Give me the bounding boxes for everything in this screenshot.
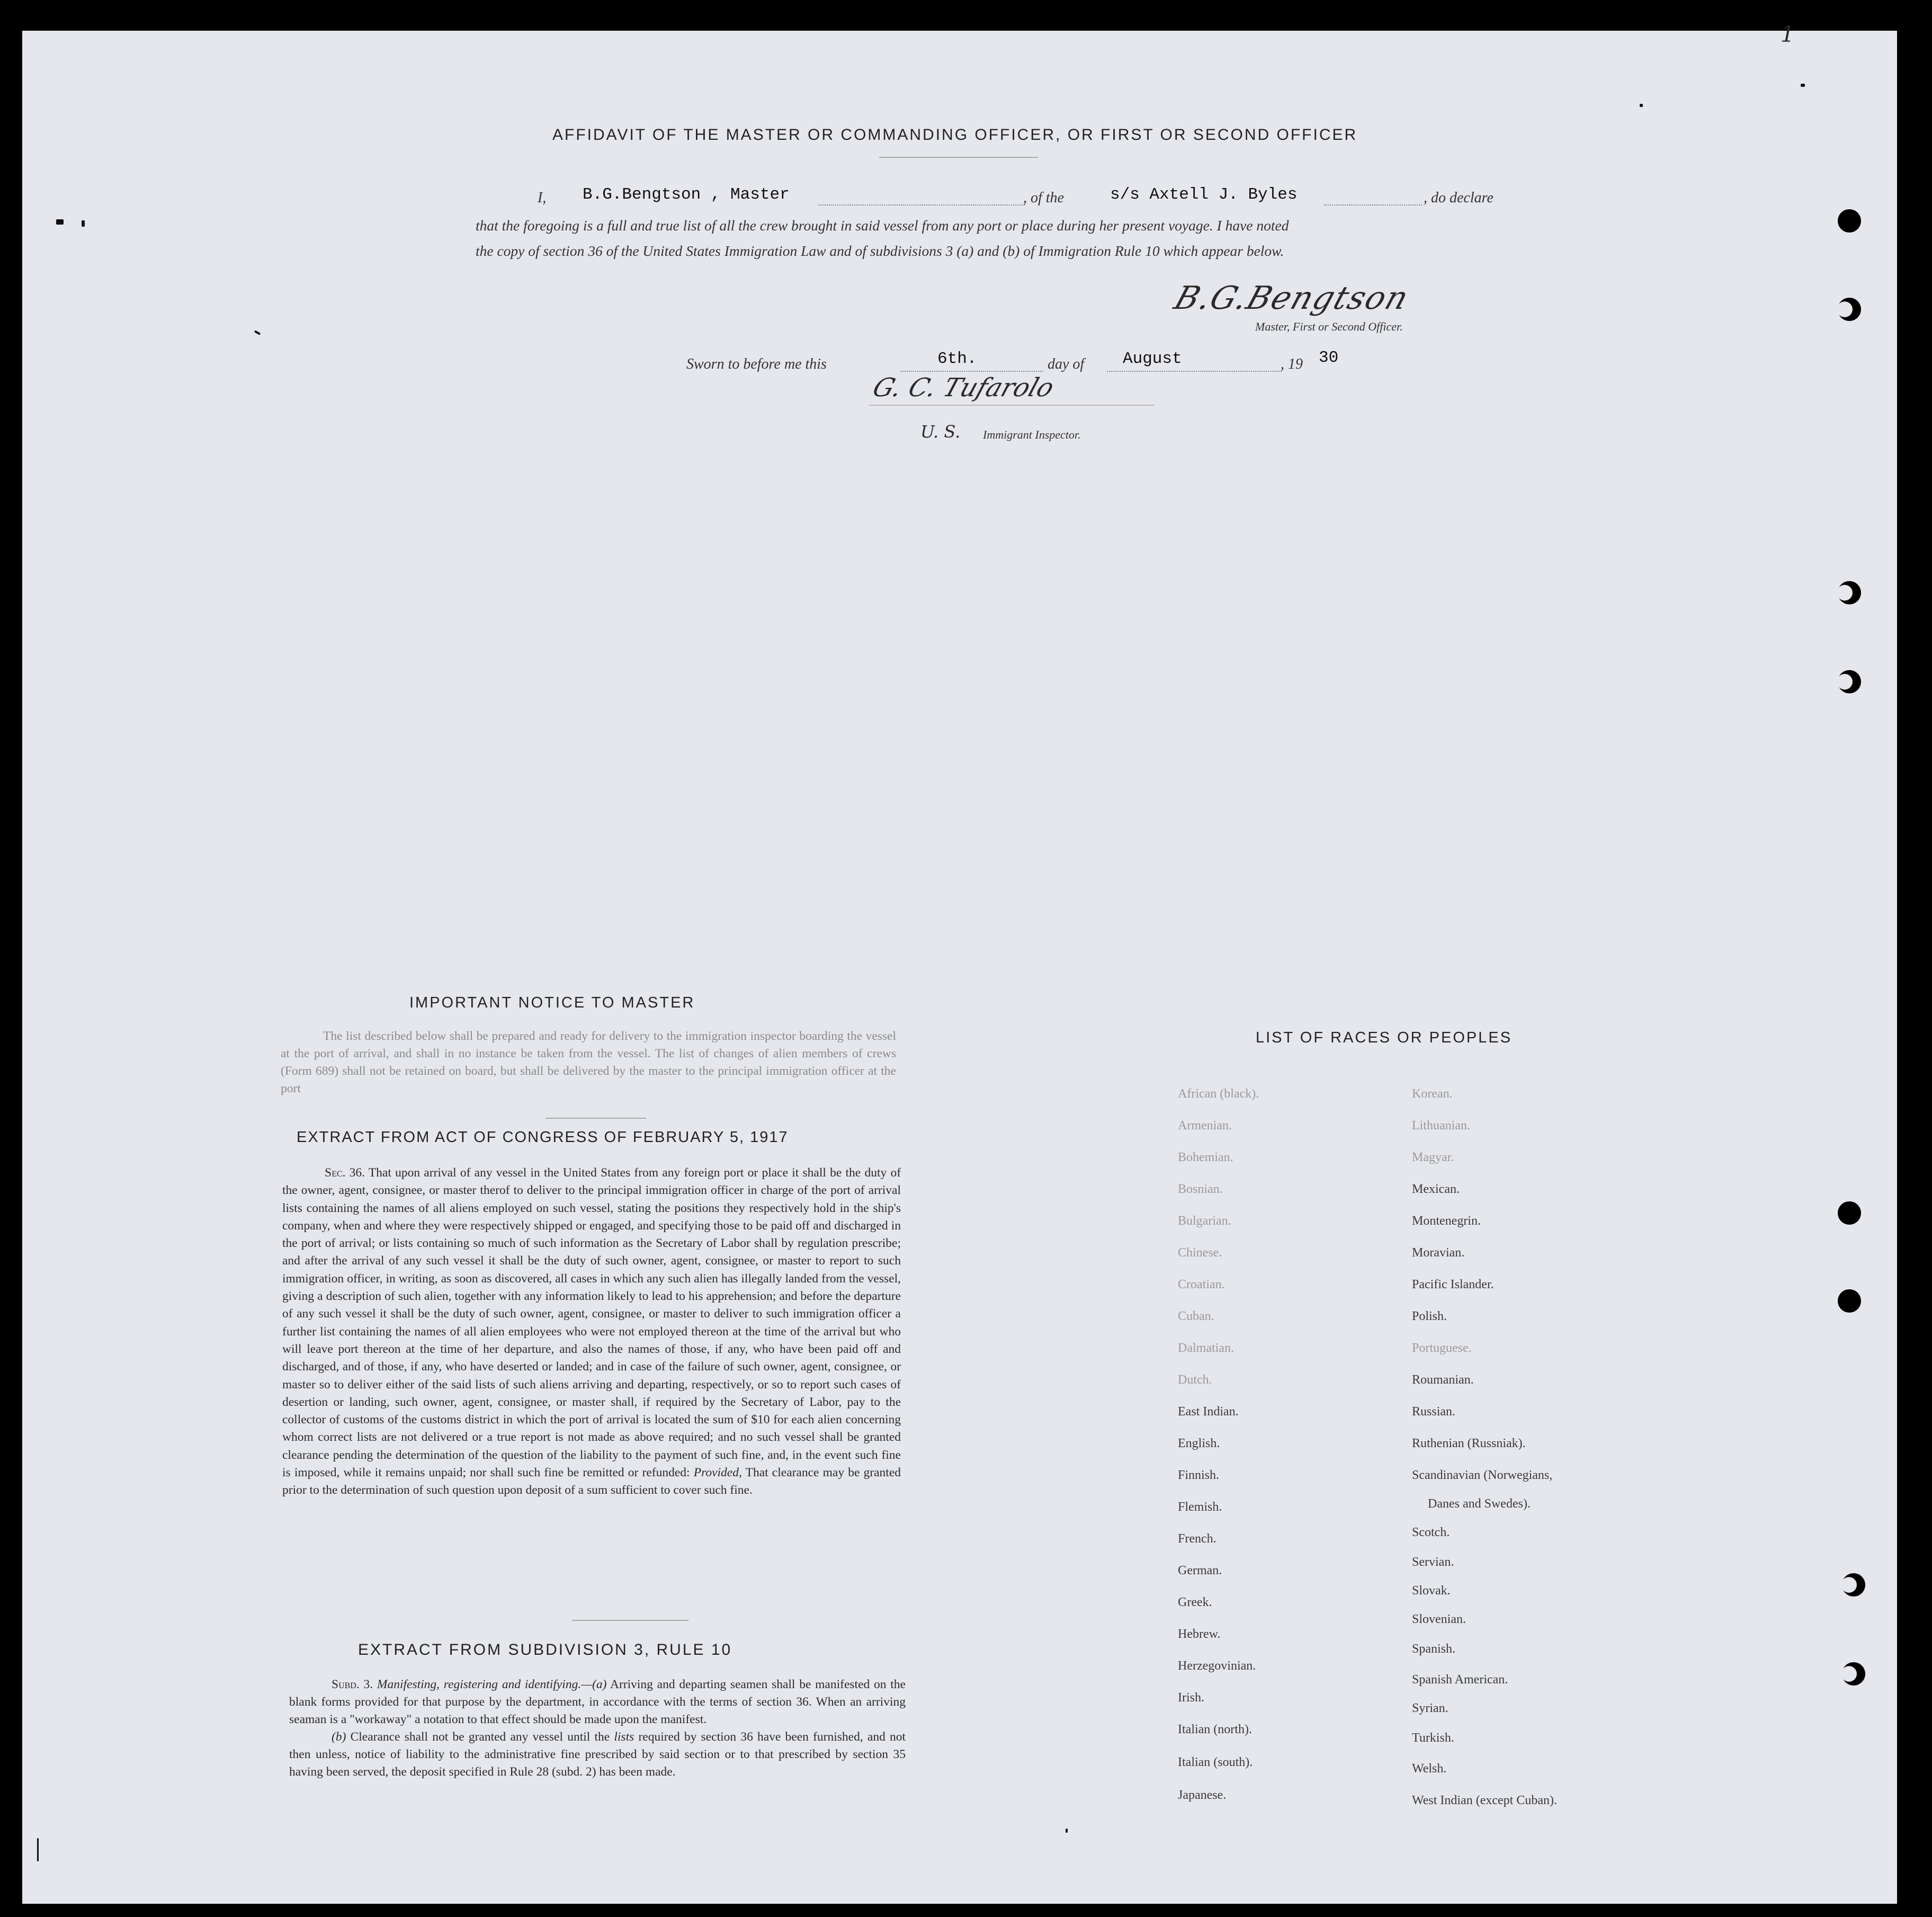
inspector-signature: G. C. Tufarolo — [869, 373, 1058, 403]
subd-title: Manifesting, registering and identifying.—(a) — [377, 1678, 607, 1691]
race-item: Danes and Swedes). — [1428, 1497, 1531, 1511]
rule-extract-heading: EXTRACT FROM SUBDIVISION 3, RULE 10 — [358, 1641, 732, 1659]
race-item: Bulgarian. — [1178, 1214, 1231, 1228]
race-item: French. — [1178, 1532, 1217, 1546]
binder-hole — [1838, 298, 1861, 321]
speck — [1640, 104, 1643, 107]
master-caption: Master, First or Second Officer. — [1255, 320, 1403, 333]
day-of-label: day of — [1048, 356, 1085, 372]
inspector-caption: Immigrant Inspector. — [983, 428, 1081, 441]
binder-hole — [1838, 209, 1861, 233]
race-item: West Indian (except Cuban). — [1412, 1794, 1557, 1807]
race-item: Magyar. — [1412, 1151, 1454, 1164]
race-item: Croatian. — [1178, 1278, 1225, 1291]
race-item: Russian. — [1412, 1405, 1456, 1419]
race-item: Irish. — [1178, 1691, 1204, 1705]
race-item: Cuban. — [1178, 1309, 1214, 1323]
race-item: Welsh. — [1412, 1762, 1447, 1776]
of-the-label: , of the — [1023, 190, 1064, 206]
para-b-start: Clearance shall not be granted any vessel until the — [350, 1730, 610, 1744]
notice-rule — [545, 1118, 646, 1119]
binder-hole — [1838, 670, 1861, 693]
do-declare-label: , do declare — [1424, 190, 1493, 206]
race-item: Flemish. — [1178, 1500, 1222, 1514]
race-item: Turkish. — [1412, 1731, 1454, 1745]
rule-extract-text — [289, 1676, 906, 1781]
title-rule — [879, 157, 1038, 158]
name-fill-line — [818, 204, 1025, 206]
i-label: I, — [538, 190, 547, 206]
race-item: Hebrew. — [1178, 1627, 1221, 1641]
affidavit-body-line-1: that the foregoing is a full and true list of all the crew brought in said vessel from any port or place during her present voyage. I have noted — [476, 217, 1289, 234]
race-item: Dutch. — [1178, 1373, 1212, 1387]
race-item: East Indian. — [1178, 1405, 1239, 1419]
notice-paragraph: The list described below shall be prepared and ready for delivery to the immigration inspector boarding the vessel at the port of arrival, and shall in no instance be taken from the vessel. The list of changes of alien members of crews (Form 689) shall not be retained on board, but shall be delivered by the master to the principal immigration officer at the port — [281, 1029, 896, 1095]
subd-label: Subd. 3. — [332, 1678, 373, 1691]
race-item: Lithuanian. — [1412, 1119, 1470, 1133]
race-item: African (black). — [1178, 1087, 1259, 1101]
race-item: Moravian. — [1412, 1246, 1465, 1260]
speck — [56, 219, 64, 225]
speck — [37, 1838, 39, 1861]
para-b-lists: lists — [614, 1730, 634, 1744]
race-item: Japanese. — [1178, 1788, 1227, 1802]
month-fill-line — [1107, 371, 1282, 372]
race-item: Scotch. — [1412, 1526, 1450, 1539]
race-item: Roumanian. — [1412, 1373, 1474, 1387]
master-name-field: B.G.Bengtson , Master — [583, 185, 790, 204]
affidavit-body-line-2: the copy of section 36 of the United States Immigration Law and of subdivisions 3 (a) and (b) of Immigration Rule 10 which appear below. — [476, 243, 1284, 259]
race-item: Bosnian. — [1178, 1182, 1223, 1196]
day-fill-line — [900, 371, 1043, 372]
race-item: Slovak. — [1412, 1584, 1451, 1598]
notice-heading: IMPORTANT NOTICE TO MASTER — [409, 994, 695, 1011]
rule-para-a — [289, 1676, 906, 1728]
notice-text — [281, 1028, 896, 1098]
speck — [1066, 1829, 1068, 1833]
year-prefix: , 19 — [1281, 356, 1303, 372]
corner-mark: 1 — [1781, 21, 1795, 47]
vessel-name-field: s/s Axtell J. Byles — [1110, 185, 1298, 204]
para-b-rest: required by section 36 have been furnished, and not then unless, notice of liability to the administrative fine prescribed by said section or to that prescribed by section 35 having been served, the deposit specified in Rule 28 (subd. 2) has been made. — [289, 1730, 906, 1779]
vessel-fill-line — [1324, 204, 1422, 206]
sworn-label: Sworn to before me this — [686, 356, 827, 372]
race-item: German. — [1178, 1564, 1222, 1577]
act-paragraph — [282, 1164, 901, 1500]
race-item: Slovenian. — [1412, 1612, 1466, 1626]
para-b-label: (b) — [332, 1730, 346, 1744]
race-item: Herzegovinian. — [1178, 1659, 1256, 1673]
sworn-month: August — [1123, 350, 1182, 368]
binder-hole — [1838, 581, 1861, 604]
race-item: Polish. — [1412, 1309, 1447, 1323]
race-item: Korean. — [1412, 1087, 1453, 1101]
act-rule — [572, 1620, 688, 1621]
provided-label: Provided, — [693, 1466, 742, 1480]
year-suffix: 30 — [1319, 349, 1339, 367]
binder-hole — [1838, 1289, 1861, 1313]
race-item: Spanish. — [1412, 1642, 1456, 1656]
race-item: Servian. — [1412, 1555, 1454, 1569]
para-a-text: Arriving and departing seamen shall be manifested on the blank forms provided for that purpose by the department, in accordance with the terms of section 36. When an arriving seaman is a "workaway" a notation to that effect should be made upon the manifest. — [289, 1678, 906, 1726]
races-heading: LIST OF RACES OR PEOPLES — [1256, 1029, 1513, 1046]
rule-para-b — [289, 1728, 906, 1781]
master-signature: B.G.Bengtson — [1169, 280, 1414, 317]
race-item: Pacific Islander. — [1412, 1278, 1494, 1291]
sec-label: Sec. 36. — [325, 1166, 365, 1180]
sworn-day: 6th. — [937, 350, 977, 368]
race-item: Bohemian. — [1178, 1151, 1233, 1164]
race-item: Italian (north). — [1178, 1723, 1252, 1736]
race-item: Portuguese. — [1412, 1341, 1472, 1355]
speck — [82, 220, 85, 227]
document-page — [22, 31, 1897, 1904]
inspector-fill-line — [869, 405, 1155, 406]
race-item: Armenian. — [1178, 1119, 1232, 1133]
race-item: Syrian. — [1412, 1701, 1448, 1715]
act-extract-heading: EXTRACT FROM ACT OF CONGRESS OF FEBRUARY 5, 1917 — [297, 1129, 789, 1146]
race-item: Italian (south). — [1178, 1755, 1253, 1769]
binder-hole — [1842, 1662, 1865, 1686]
speck — [1801, 84, 1805, 87]
affidavit-title: AFFIDAVIT OF THE MASTER OR COMMANDING OFFICER, OR FIRST OR SECOND OFFICER — [552, 126, 1358, 144]
inspector-prefix: U. S. — [920, 422, 961, 442]
race-item: Spanish American. — [1412, 1673, 1508, 1687]
act-body-end: That clearance may be granted prior to the determination of such question upon deposit of a sum sufficient to cover such fine. — [282, 1466, 901, 1497]
race-item: Greek. — [1178, 1595, 1212, 1609]
race-item: Chinese. — [1178, 1246, 1222, 1260]
race-item: Ruthenian (Russniak). — [1412, 1437, 1526, 1450]
race-item: Mexican. — [1412, 1182, 1460, 1196]
race-item: English. — [1178, 1437, 1220, 1450]
race-item: Scandinavian (Norwegians, — [1412, 1468, 1553, 1482]
binder-hole — [1842, 1573, 1865, 1597]
race-item: Montenegrin. — [1412, 1214, 1481, 1228]
act-extract-text — [282, 1164, 901, 1500]
act-body: That upon arrival of any vessel in the United States from any foreign port or place it shall be the duty of the owner, agent, consignee, or master therof to deliver to the principal immigration officer in charge of the port of arrival lists containing the names of all aliens employed on such vessel, stating the positions they respectively hold in the ship's company, when and where they were respectively shipped or engaged, and specifying those to be paid off and discharged in the port of arrival; or lists containing so much of such information as the Secretary of Labor shall by regulation prescribe; and after the arrival of any such vessel it shall be the duty of such owner, agent, consignee, or master to report to such immigration officer, in writing, as soon as discovered, all cases in which any such alien has illegally landed from the vessel, giving a description of such alien, together with any information likely to lead to his apprehension; and before the departure of any such vessel it shall be the duty of such owner, agent, consignee, or master to deliver to such immigration officer a further list containing the names of all alien employees who were not employed thereon at the time of the arrival but who will leave port thereon at the time of her departure, and also the names of those, if any, who have been paid off and discharged, and of those, if any, who have deserted or landed; and in case of the failure of such owner, agent, consignee, or master so to deliver either of the said lists of such aliens arriving and departing, respectively, or so to report such cases of desertion or landing, such owner, agent, consignee, or master shall, if required by the Secretary of Labor, pay to the collector of customs of the customs district in which the port of arrival is located the sum of $10 for each alien concerning whom correct lists are not delivered or a true report is not made as above required; and no such vessel shall be granted clearance pending the determination of the question of the liability to the payment of such fine, and, in the event such fine is imposed, while it remains unpaid; nor shall such fine be remitted or refunded: — [282, 1166, 901, 1480]
binder-hole — [1838, 1201, 1861, 1225]
race-item: Dalmatian. — [1178, 1341, 1234, 1355]
race-item: Finnish. — [1178, 1468, 1220, 1482]
